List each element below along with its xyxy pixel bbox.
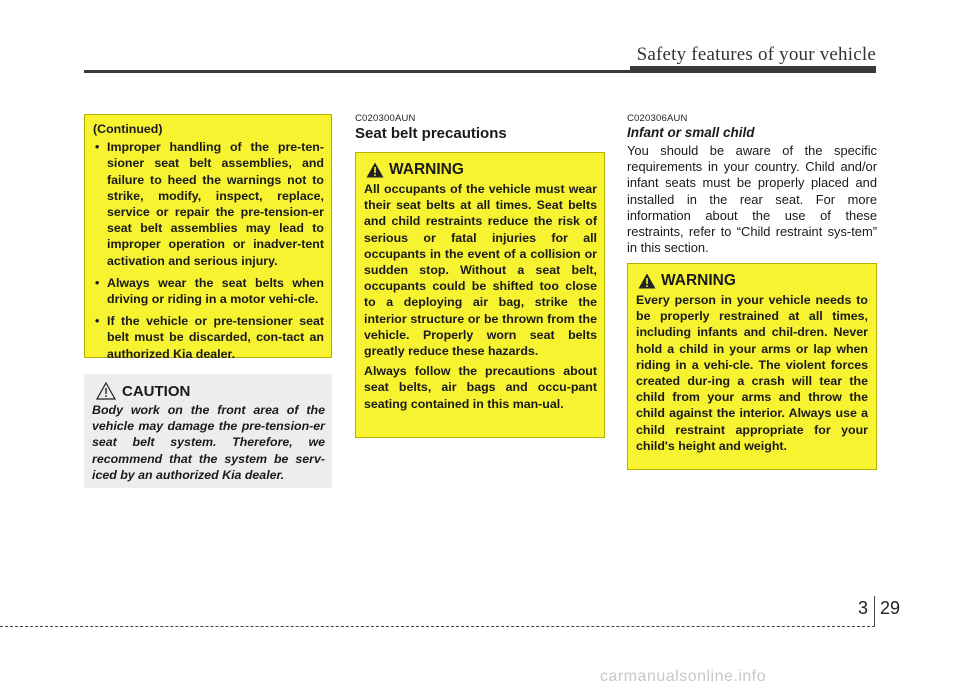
continued-heading: (Continued) <box>93 122 163 136</box>
page-number: 29 <box>880 598 901 618</box>
subsection-title: Infant or small child <box>627 125 755 140</box>
chapter-number: 3 <box>858 598 869 618</box>
warning-title: WARNING <box>389 161 464 178</box>
warning-box-seat-belts <box>355 152 605 438</box>
caution-triangle-icon <box>96 382 116 400</box>
footer-divider <box>874 596 875 626</box>
watermark: carmanualsonline.info <box>600 668 767 685</box>
header-rule-accent <box>630 66 876 72</box>
warning-header <box>366 161 597 179</box>
warning-triangle-icon <box>366 162 384 178</box>
warning-triangle-icon <box>638 273 656 289</box>
caution-title: CAUTION <box>122 382 191 400</box>
section-code: C020300AUN <box>355 113 416 124</box>
warning-header <box>638 272 868 290</box>
list-item: • Always wear the seat belts when driving or riding in a motor vehi-cle. <box>93 275 324 307</box>
footer-rule <box>0 626 875 627</box>
warning-text <box>364 181 597 412</box>
section-title: Seat belt precautions <box>355 125 507 142</box>
warning-paragraph: All occupants of the vehicle must wear their seat belts at all times. Seat belts and child restraints reduce the risk of serious or fatal injuries for all occupants in the event of a collision or sudden stop. Without a seat belt, occupants could be shifted too close to a deploying air bag, strike the interior structure or be thrown from the vehicle. Properly worn seat belts greatly reduce these hazards. <box>364 182 597 359</box>
warning-box-child <box>627 263 877 470</box>
list-item: • Improper handling of the pre-ten-sioner seat belt assemblies, and failure to heed the warnings not to strike, modify, inspect, replace, service or repair the pre-tension-er seat belt assemblies may lead to improper operation or inadver-tent activation and serious injury. <box>93 139 324 269</box>
section-code: C020306AUN <box>627 113 688 124</box>
list-item: • If the vehicle or pre-tensioner seat belt must be discarded, con-tact an authorized Kia dealer. <box>93 313 324 362</box>
caution-text: Body work on the front area of the vehicle may damage the pre-tension-er seat belt system. Therefore, we recommend that the system be serv-iced by an authorized Kia dealer. <box>92 403 325 482</box>
caution-header <box>96 382 325 400</box>
continued-list <box>93 139 324 362</box>
warning-text: Every person in your vehicle needs to be properly restrained at all times, including infants and chil-dren. Never hold a child in your arms or lap when riding in a vehi-cle. The violent forces created dur-ing a crash will tear the child from your arms and throw the child against the interior. Always use a child restraint appropriate for your child's height and weight. <box>636 293 868 453</box>
continued-warning-box <box>84 114 332 361</box>
caution-box <box>84 374 332 488</box>
running-header: Safety features of your vehicle <box>636 44 876 65</box>
warning-paragraph: Always follow the precautions about seat belts, air bags and occu-pant seating contained in this man-ual. <box>364 364 597 411</box>
body-paragraph: You should be aware of the specific requirements in your country. Child and/or infant seats must be properly placed and installed in the rear seat. For more information about the use of these restraints, refer to “Child restraint sys-tem” in this section. <box>627 143 877 256</box>
warning-title: WARNING <box>661 272 736 289</box>
